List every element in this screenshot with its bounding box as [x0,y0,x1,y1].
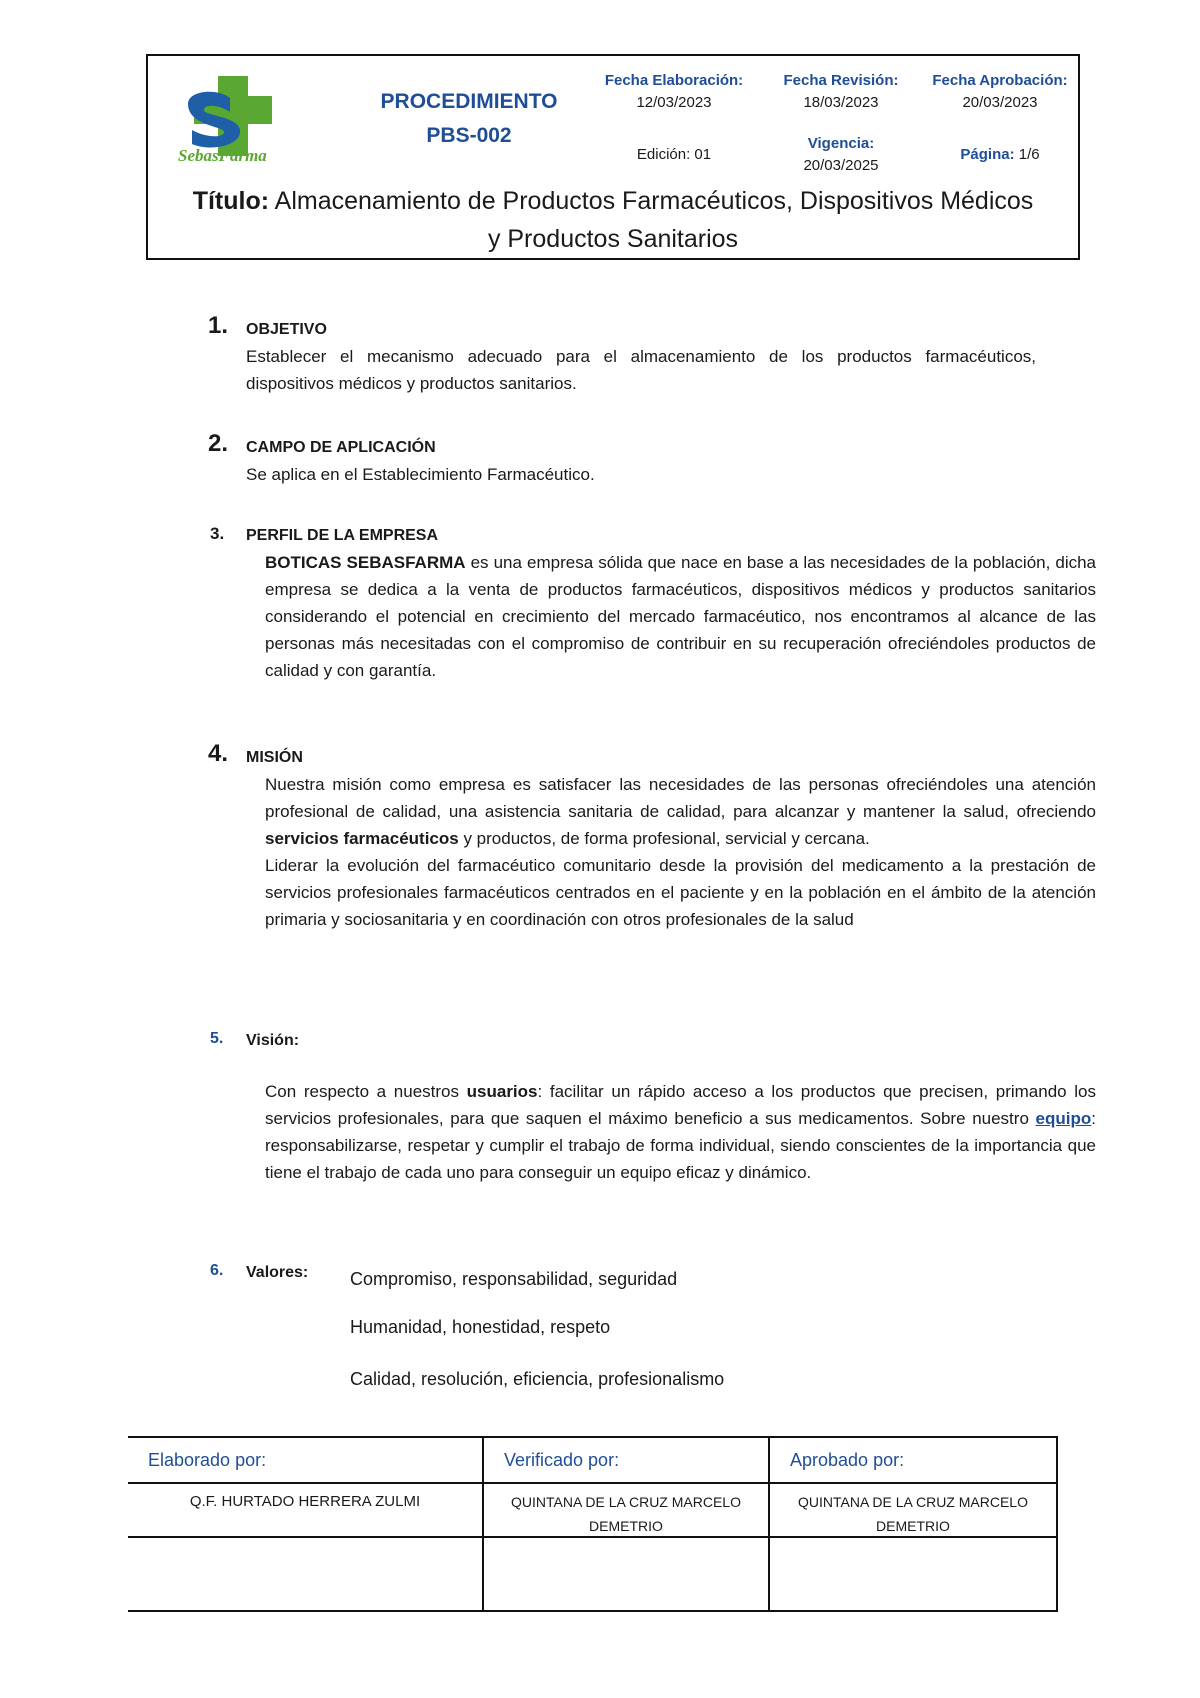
section-5-number: 5. [210,1030,224,1047]
vision-bold-usuarios: usuarios [466,1082,538,1101]
procedure-cell [350,56,588,181]
approval-date-value: 20/03/2023 [962,94,1038,111]
section-4-number: 4. [208,740,229,767]
mision-text-1a: Nuestra misión como empresa es satisfacer las necesidades de las personas ofreciéndoles una atención profesional de calidad, una asistencia sanitaria de calidad, para alcanzar y mantener la salud, ofreciendo [265,775,1096,821]
company-name: BOTICAS SEBASFARMA [265,553,466,572]
sebasfarma-logo [148,56,346,177]
mision-text-1b: y productos, de forma profesional, servicial y cercana. [458,829,870,848]
section-mision [246,744,1096,933]
elaboration-date-value: 12/03/2023 [636,94,712,111]
section-3-heading: PERFIL DE LA EMPRESA [246,527,439,544]
mision-bold: servicios farmacéuticos [265,829,459,848]
validity-label: Vigencia: [807,134,875,152]
aprobado-name: QUINTANA DE LA CRUZ MARCELO DEMETRIO [770,1484,1056,1538]
verificado-name: QUINTANA DE LA CRUZ MARCELO DEMETRIO [484,1484,770,1538]
section-3-number: 3. [210,524,225,543]
elaborado-label: Elaborado por: [128,1438,484,1484]
valores-item-3: Calidad, resolución, eficiencia, profesionalismo [350,1369,725,1389]
title-text: Almacenamiento de Productos Farmacéuticos, Dispositivos Médicos y Productos Sanitarios [274,186,1034,253]
document-title [148,181,1078,258]
aprobado-label: Aprobado por: [770,1438,1056,1484]
revision-date-value: 18/03/2023 [803,94,879,111]
valores-item-2: Humanidad, honestidad, respeto [350,1317,611,1337]
verificado-signature [484,1538,770,1610]
logo-text: SebasFarma [178,146,267,165]
elaborado-name: Q.F. HURTADO HERRERA ZULMI [128,1484,484,1538]
section-vision [246,1027,1096,1186]
equipo-link[interactable]: equipo [1035,1109,1092,1128]
elaborado-signature [128,1538,484,1610]
logo-cell [148,56,350,181]
edition-cell [588,128,760,181]
procedure-code: PBS-002 [426,123,512,147]
page-label: Página: [960,145,1015,163]
section-2-heading: CAMPO DE APLICACIÓN [246,439,436,456]
section-2-text: Se aplica en el Establecimiento Farmacéutico. [246,465,595,484]
page-value: 1/6 [1018,145,1040,163]
aprobado-signature [770,1538,1056,1610]
vision-text-3: : responsabilizarse, respetar y cumplir el trabajo de forma individual, siendo conscientes de la importancia que tiene el trabajo de cada uno para conseguir un equipo eficaz y dinámico. [265,1109,1096,1182]
section-5-heading: Visión: [246,1032,300,1049]
vision-text-2: : facilitar un rápido acceso a los productos que precisen, primando los servicios profesionales, para que saquen el máximo beneficio a sus medicamentos. Sobre nuestro [265,1082,1096,1128]
validity-cell [760,128,922,181]
section-perfil [246,522,1096,684]
approval-date-label: Fecha Aprobación: [932,72,1068,89]
verificado-label: Verificado por: [484,1438,770,1484]
section-6-heading: Valores: [246,1264,309,1281]
section-1-number: 1. [208,312,229,339]
signature-table [128,1436,1058,1612]
section-2-number: 2. [208,430,229,457]
approval-date-cell [922,56,1078,128]
revision-date-cell [760,56,922,128]
section-objetivo [246,316,1036,397]
edition-value: Edición: 01 [636,145,712,163]
valores-item-1: Compromiso, responsabilidad, seguridad [350,1269,678,1289]
vision-text-1: Con respecto a nuestros [265,1082,467,1101]
section-1-text: Establecer el mecanismo adecuado para el almacenamiento de los productos farmacéuticos, dispositivos médicos y productos sanitarios. [246,347,1036,393]
section-3-text: es una empresa sólida que nace en base a las necesidades de la población, dicha empresa se dedica a la venta de productos farmacéuticos, dispositivos médicos y productos sanitarios considerando el potencial en crecimiento del mercado farmacéutico, nos encontramos al alcance de las personas más necesitadas con el compromiso de contribuir en su recuperación ofreciéndoles productos de calidad y con garantía. [265,553,1097,680]
title-label: Título: [192,186,270,215]
page-number-cell [922,128,1078,181]
mision-text-2: Liderar la evolución del farmacéutico comunitario desde la provisión del medicamento a la prestación de servicios profesionales farmacéuticos centrados en el paciente y en la población en el ámbito de la atención primaria y sociosanitaria y en coordinación con otros profesionales de la salud [265,856,1096,929]
elaboration-date-label: Fecha Elaboración: [604,72,744,89]
elaboration-date-cell [588,56,760,128]
section-6-number: 6. [210,1262,224,1279]
section-1-heading: OBJETIVO [246,321,327,338]
validity-value: 20/03/2025 [803,156,879,174]
section-4-heading: MISIÓN [246,749,303,766]
document-header-table [146,54,1080,260]
revision-date-label: Fecha Revisión: [783,72,899,89]
procedure-label: PROCEDIMIENTO [380,89,558,113]
section-campo [246,434,1036,488]
